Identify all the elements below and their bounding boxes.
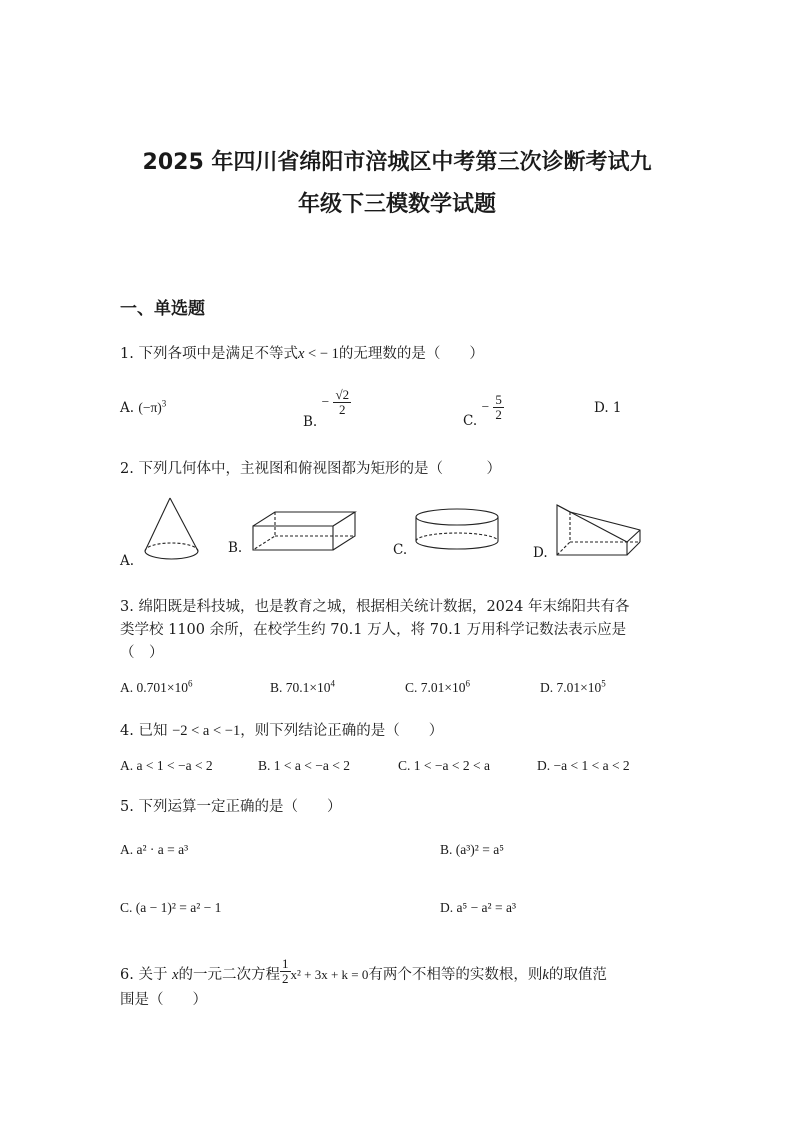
q1-option-b[interactable]: B. − $\frac{√2}{2}$ [303,387,350,430]
prism-figure [552,502,647,557]
page-title-line2: 年级下三模数学试题 [297,192,496,217]
fraction: $\frac{√2}{2}$ [335,387,350,417]
q1-option-a[interactable]: A. $(-\pi)^3$ [120,398,167,416]
fraction: $\frac{5}{2}$ [495,392,502,422]
question-2: 2. 下列几何体中，主视图和俯视图都为矩形的是（ ） [120,461,501,477]
question-3-line3: （ ） [120,645,164,661]
cylinder-figure [414,507,504,552]
cone-figure [140,495,210,565]
cuboid-figure [250,510,360,555]
q3-option-c[interactable]: C. $7.01\times 10^6$ [405,678,470,695]
question-1: 1. 下列各项中是满足不等式x < − 1的无理数的是（ ） [120,346,484,362]
question-4: 4. 已知 −2 < a < −1，则下列结论正确的是（ ） [120,723,444,739]
q4-option-c[interactable]: C. 1 < −a < 2 < a [398,758,490,773]
q2-option-c[interactable]: C. [393,542,408,558]
q4-option-b[interactable]: B. 1 < a < −a < 2 [258,758,350,773]
q1-option-c[interactable]: C. − $\frac{5}{2}$ [463,392,502,429]
q3-option-a[interactable]: A. $0.701\times 10^6$ [120,678,193,695]
question-6-line2: 围是（ ） [120,992,207,1008]
q1-option-d[interactable]: D. 1 [594,400,622,416]
page-title-line1: 2025 年四川省绵阳市涪城区中考第三次诊断考试九 [142,150,652,175]
question-6-line1: 6. 关于 x的一元二次方程 $\frac{1}{2}$ x² + 3x + k = 0有两个不相等的实数根，则k的取值范 [120,956,607,986]
q5-option-a[interactable]: A. a² · a = a³ [120,842,189,857]
q5-option-b[interactable]: B. (a³)² = a⁵ [440,842,504,857]
section-heading: 一、单选题 [120,299,205,319]
q4-option-d[interactable]: D. −a < 1 < a < 2 [537,758,630,773]
fraction: $\frac{1}{2}$ [282,956,289,986]
q5-option-c[interactable]: C. (a − 1)² = a² − 1 [120,900,222,915]
q2-option-a[interactable]: A. [120,553,135,569]
question-3-line2: 类学校 1100 余所，在校学生约 70.1 万人，将 70.1 万用科学记数法表示应是 [120,622,627,638]
q5-option-d[interactable]: D. a⁵ − a² = a³ [440,900,517,915]
q2-option-b[interactable]: B. [228,540,243,556]
question-3-line1: 3. 绵阳既是科技城，也是教育之城，根据相关统计数据，2024 年末绵阳共有各 [120,599,630,615]
q2-option-d[interactable]: D. [533,545,548,561]
q3-option-d[interactable]: D. $7.01\times 10^5$ [540,678,606,695]
q4-option-a[interactable]: A. a < 1 < −a < 2 [120,758,213,773]
q3-option-b[interactable]: B. $70.1\times 10^4$ [270,678,335,695]
question-5: 5. 下列运算一定正确的是（ ） [120,799,342,815]
